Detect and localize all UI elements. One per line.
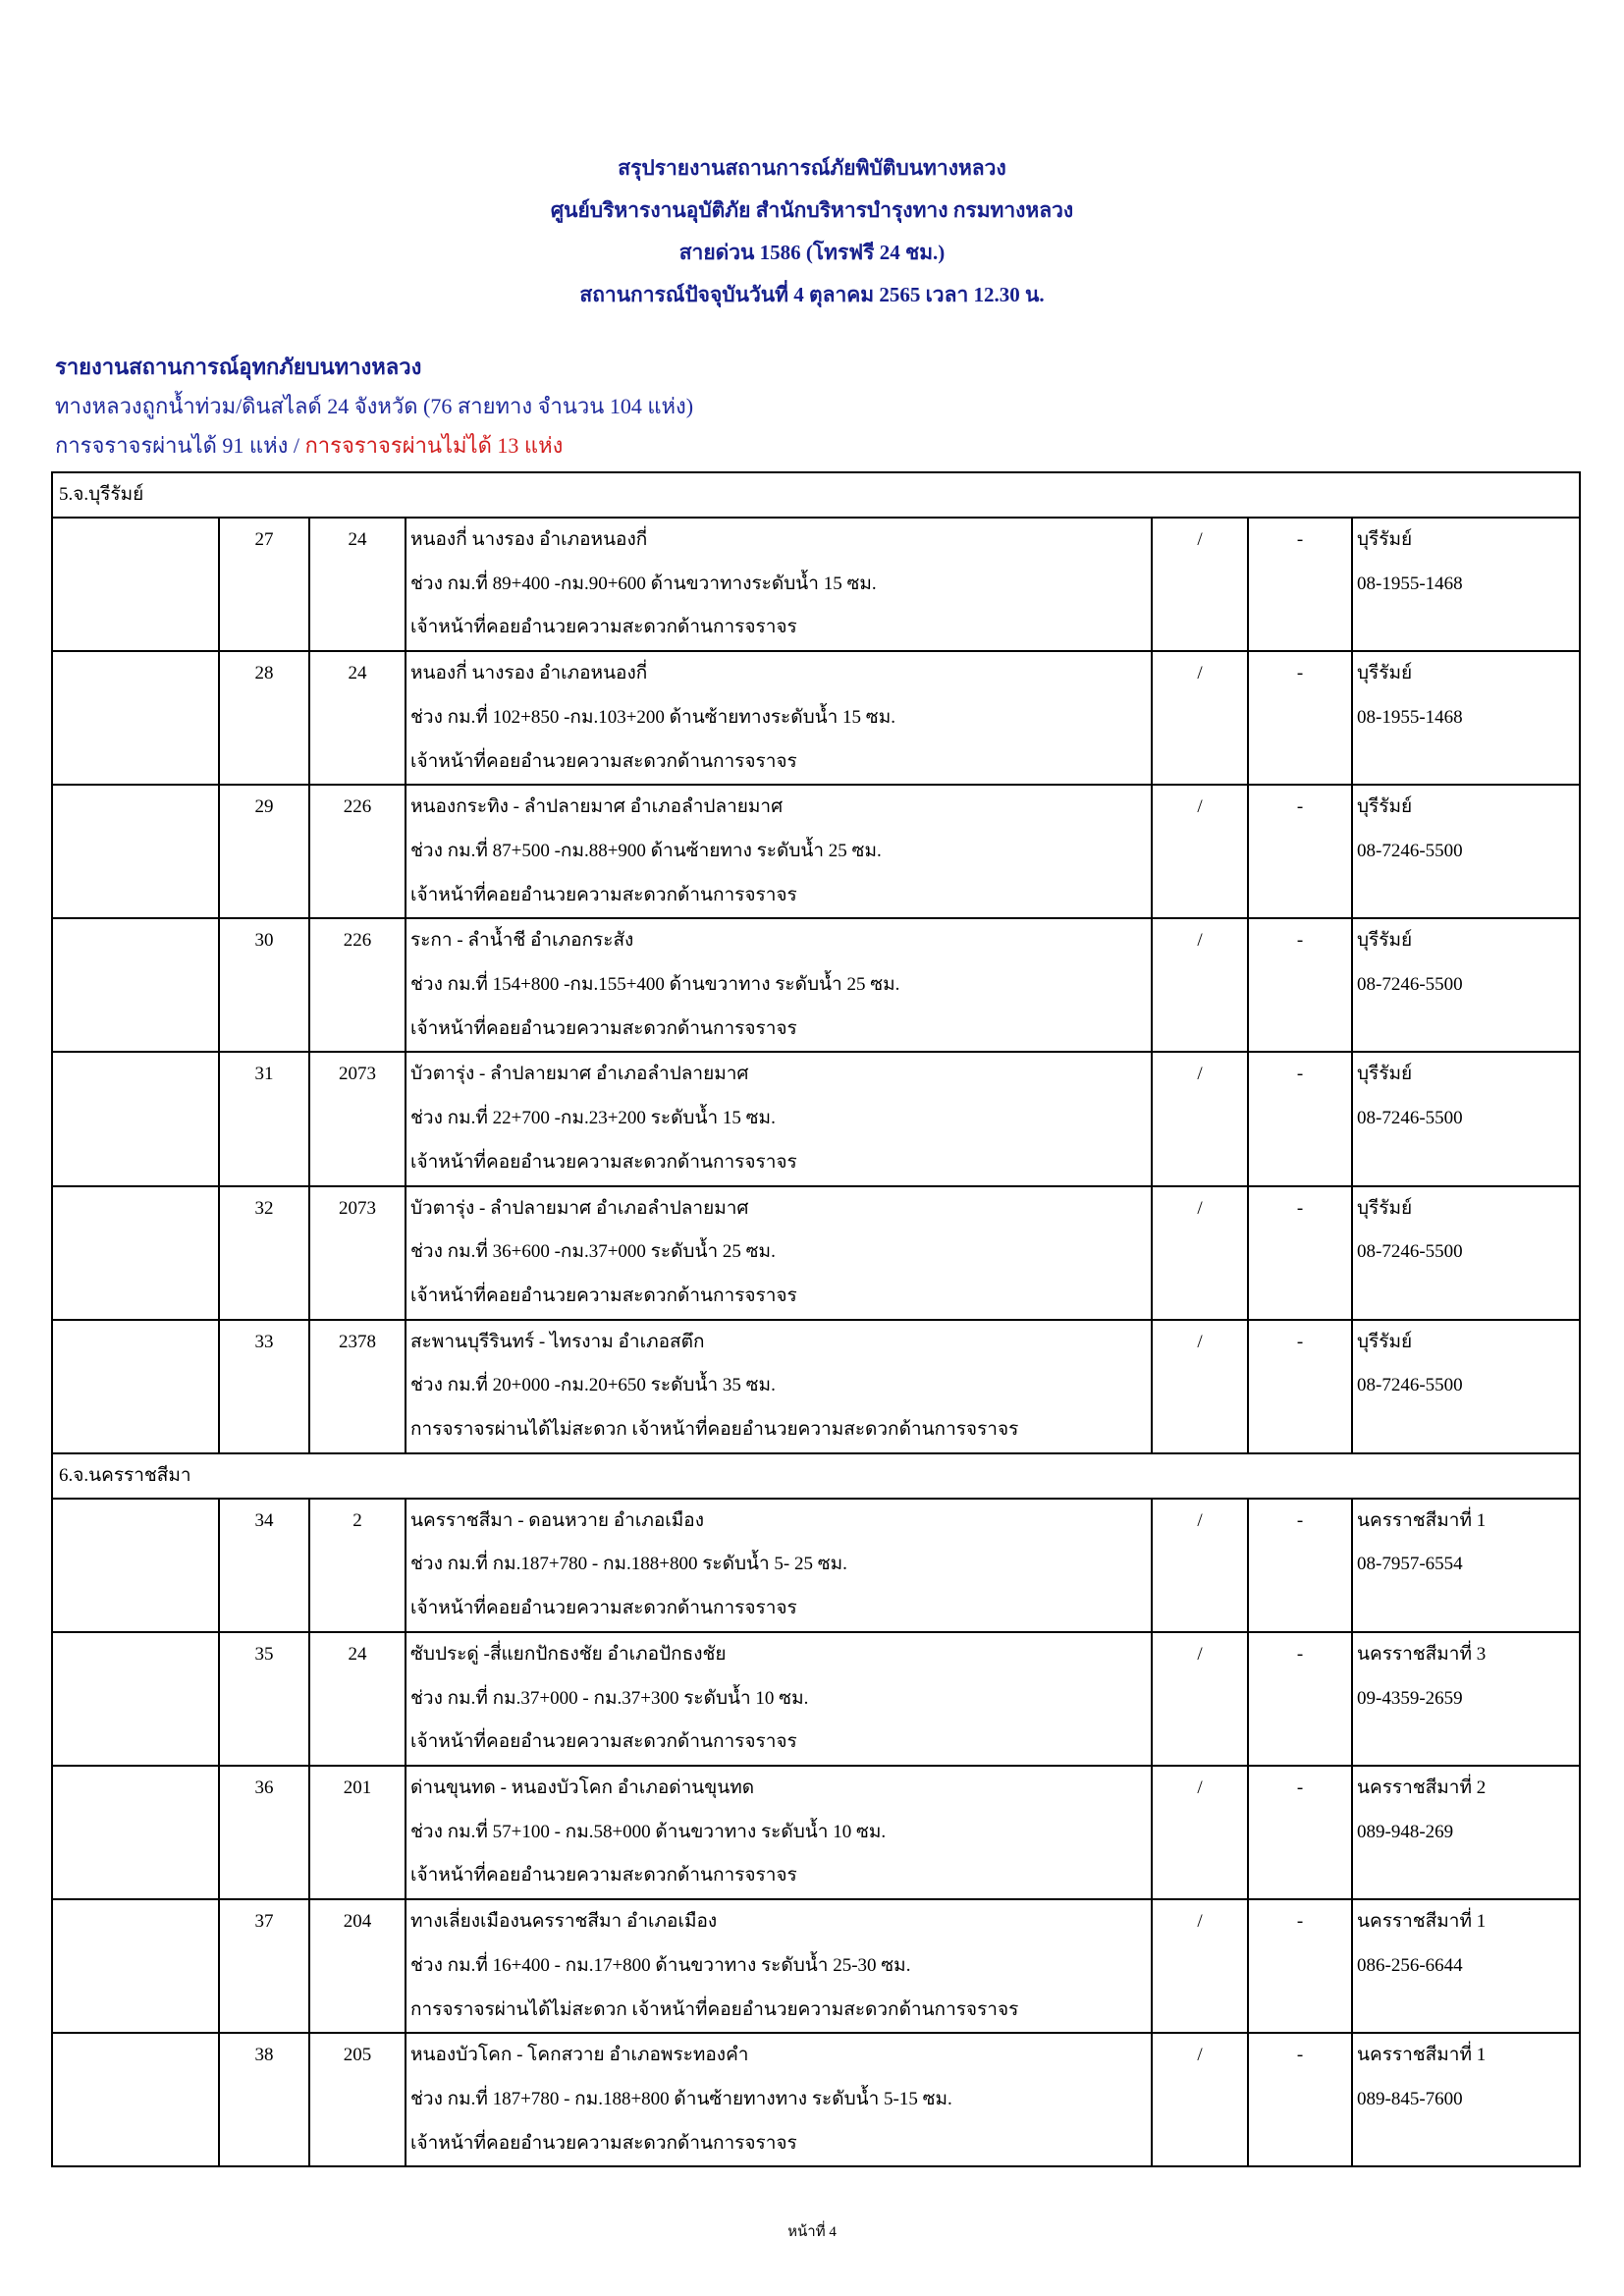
office-name: นครราชสีมาที่ 1 (1357, 1911, 1487, 1933)
location-cell (406, 1320, 1152, 1453)
location-km-range: ช่วง กม.ที่ 16+400 - กม.17+800 ด้านขวาทาง ระดับน้ำ 25-30 ซม. (410, 1954, 911, 1976)
location-km-range: ช่วง กม.ที่ 154+800 -กม.155+400 ด้านขวาทาง ระดับน้ำ 25 ซม. (410, 974, 900, 996)
location-note: การจราจรผ่านได้ไม่สะดวก เจ้าหน้าที่คอยอำนวยความสะดวกด้านการจราจร (410, 1998, 1019, 2020)
blank-cell (52, 2033, 219, 2166)
location-name: หนองบัวโคก - โคกสวาย อำเภอพระทองคำ (410, 2045, 749, 2066)
blank-cell (52, 1499, 219, 1632)
office-name: บุรีรัมย์ (1357, 529, 1413, 550)
summary-routes: ทางหลวงถูกน้ำท่วม/ดินสไลด์ 24 จังหวัด (76 สายทาง จำนวน 104 แห่ง) (55, 394, 694, 418)
impassable-mark: - (1248, 1766, 1352, 1899)
office-phone: 08-1955-1468 (1357, 573, 1463, 594)
location-name: ทางเลี่ยงเมืองนครราชสีมา อำเภอเมือง (410, 1911, 718, 1933)
blank-cell (52, 1052, 219, 1185)
location-km-range: ช่วง กม.ที่ 187+780 - กม.188+800 ด้านซ้ายทางทาง ระดับน้ำ 5-15 ซม. (410, 2088, 952, 2109)
highway-number: 204 (309, 1899, 406, 2033)
highway-number: 24 (309, 518, 406, 651)
office-cell (1352, 1766, 1580, 1899)
blank-cell (52, 1320, 219, 1453)
item-number: 36 (219, 1766, 309, 1899)
location-km-range: ช่วง กม.ที่ 57+100 - กม.58+000 ด้านขวาทาง ระดับน้ำ 10 ซม. (410, 1821, 887, 1842)
highway-number: 201 (309, 1766, 406, 1899)
office-cell (1352, 518, 1580, 651)
passable-mark: / (1152, 1766, 1248, 1899)
impassable-mark: - (1248, 785, 1352, 918)
item-number: 32 (219, 1186, 309, 1320)
office-phone: 089-845-7600 (1357, 2088, 1463, 2109)
office-name: บุรีรัมย์ (1357, 1064, 1413, 1085)
office-cell (1352, 1186, 1580, 1320)
impassable-mark: - (1248, 1052, 1352, 1185)
office-phone: 08-7246-5500 (1357, 974, 1463, 996)
location-note: เจ้าหน้าที่คอยอำนวยความสะดวกด้านการจราจร (410, 1598, 797, 1619)
office-phone: 08-7246-5500 (1357, 1108, 1463, 1129)
province-row (52, 1453, 1580, 1499)
blank-cell (52, 785, 219, 918)
location-name: ซับประดู่ -สี่แยกปักธงชัย อำเภอปักธงชัย (410, 1643, 727, 1665)
blank-cell (52, 918, 219, 1052)
blank-cell (52, 1899, 219, 2033)
location-note: เจ้าหน้าที่คอยอำนวยความสะดวกด้านการจราจร (410, 750, 797, 772)
province-row (52, 472, 1580, 518)
item-number: 34 (219, 1499, 309, 1632)
table-row (52, 785, 1580, 918)
office-cell (1352, 1052, 1580, 1185)
item-number: 38 (219, 2033, 309, 2166)
office-cell (1352, 1320, 1580, 1453)
location-name: สะพานบุรีรินทร์ - ไทรงาม อำเภอสตึก (410, 1331, 705, 1352)
office-name: นครราชสีมาที่ 2 (1357, 1777, 1487, 1798)
table-row (52, 1632, 1580, 1766)
location-cell (406, 1186, 1152, 1320)
passable-mark: / (1152, 1899, 1248, 2033)
location-cell (406, 1632, 1152, 1766)
office-name: บุรีรัมย์ (1357, 663, 1413, 684)
location-km-range: ช่วง กม.ที่ 89+400 -กม.90+600 ด้านขวาทางระดับน้ำ 15 ซม. (410, 573, 877, 594)
blank-cell (52, 1632, 219, 1766)
location-note: เจ้าหน้าที่คอยอำนวยความสะดวกด้านการจราจร (410, 1865, 797, 1886)
location-note: เจ้าหน้าที่คอยอำนวยความสะดวกด้านการจราจร (410, 617, 797, 638)
location-name: ระกา - ลำน้ำชี อำเภอกระสัง (410, 930, 634, 952)
passable-mark: / (1152, 785, 1248, 918)
item-number: 31 (219, 1052, 309, 1185)
passable-mark: / (1152, 1632, 1248, 1766)
office-cell (1352, 1499, 1580, 1632)
impassable-mark: - (1248, 1186, 1352, 1320)
item-number: 33 (219, 1320, 309, 1453)
highway-number: 2 (309, 1499, 406, 1632)
impassable-mark: - (1248, 2033, 1352, 2166)
office-name: บุรีรัมย์ (1357, 930, 1413, 952)
location-km-range: ช่วง กม.ที่ 102+850 -กม.103+200 ด้านซ้ายทางระดับน้ำ 15 ซม. (410, 706, 895, 728)
office-cell (1352, 1632, 1580, 1766)
item-number: 28 (219, 651, 309, 785)
location-cell (406, 2033, 1152, 2166)
location-cell (406, 1499, 1152, 1632)
office-phone: 08-7246-5500 (1357, 1375, 1463, 1396)
summary-impassable: การจราจรผ่านไม่ได้ 13 แห่ง (304, 433, 564, 458)
location-note: เจ้าหน้าที่คอยอำนวยความสะดวกด้านการจราจร (410, 1151, 797, 1173)
location-km-range: ช่วง กม.ที่ 36+600 -กม.37+000 ระดับน้ำ 25 ซม. (410, 1241, 776, 1263)
location-km-range: ช่วง กม.ที่ 87+500 -กม.88+900 ด้านซ้ายทาง ระดับน้ำ 25 ซม. (410, 840, 882, 861)
report-agency: ศูนย์บริหารงานอุบัติภัย สำนักบริหารบำรุงทาง กรมทางหลวง (550, 198, 1074, 222)
province-name: 6.จ.นครราชสีมา (52, 1453, 1580, 1499)
location-note: เจ้าหน้าที่คอยอำนวยความสะดวกด้านการจราจร (410, 2132, 797, 2154)
office-name: นครราชสีมาที่ 1 (1357, 1509, 1487, 1531)
summary-separator: / (288, 433, 305, 458)
table-row (52, 1766, 1580, 1899)
location-name: หนองกระทิง - ลำปลายมาศ อำเภอลำปลายมาศ (410, 796, 784, 818)
location-name: หนองกี่ นางรอง อำเภอหนองกี่ (410, 663, 648, 684)
location-name: นครราชสีมา - ดอนหวาย อำเภอเมือง (410, 1509, 704, 1531)
report-datetime: สถานการณ์ปัจจุบันวันที่ 4 ตุลาคม 2565 เวลา 12.30 น. (579, 283, 1045, 306)
location-name: ด่านขุนทด - หนองบัวโคก อำเภอด่านขุนทด (410, 1777, 755, 1798)
impassable-mark: - (1248, 918, 1352, 1052)
report-hotline: สายด่วน 1586 (โทรฟรี 24 ชม.) (678, 241, 946, 264)
passable-mark: / (1152, 918, 1248, 1052)
passable-mark: / (1152, 1052, 1248, 1185)
office-name: บุรีรัมย์ (1357, 1331, 1413, 1352)
report-title: สรุปรายงานสถานการณ์ภัยพิบัติบนทางหลวง (618, 156, 1006, 180)
office-cell (1352, 785, 1580, 918)
location-note: เจ้าหน้าที่คอยอำนวยความสะดวกด้านการจราจร (410, 1285, 797, 1306)
item-number: 37 (219, 1899, 309, 2033)
location-cell (406, 1052, 1152, 1185)
location-km-range: ช่วง กม.ที่ 20+000 -กม.20+650 ระดับน้ำ 35 ซม. (410, 1375, 776, 1396)
office-cell (1352, 1899, 1580, 2033)
impassable-mark: - (1248, 518, 1352, 651)
location-cell (406, 518, 1152, 651)
table-row (52, 1186, 1580, 1320)
impassable-mark: - (1248, 1320, 1352, 1453)
table-row (52, 1499, 1580, 1632)
location-note: การจราจรผ่านได้ไม่สะดวก เจ้าหน้าที่คอยอำนวยความสะดวกด้านการจราจร (410, 1419, 1019, 1441)
office-cell (1352, 2033, 1580, 2166)
highway-number: 24 (309, 1632, 406, 1766)
office-phone: 089-948-269 (1357, 1821, 1454, 1842)
passable-mark: / (1152, 1186, 1248, 1320)
blank-cell (52, 518, 219, 651)
impassable-mark: - (1248, 651, 1352, 785)
passable-mark: / (1152, 518, 1248, 651)
item-number: 30 (219, 918, 309, 1052)
office-phone: 08-1955-1468 (1357, 706, 1463, 728)
office-name: บุรีรัมย์ (1357, 796, 1413, 818)
office-cell (1352, 918, 1580, 1052)
office-name: นครราชสีมาที่ 1 (1357, 2045, 1487, 2066)
summary-traffic (55, 426, 693, 465)
impassable-mark: - (1248, 1499, 1352, 1632)
office-name: นครราชสีมาที่ 3 (1357, 1643, 1487, 1665)
highway-number: 2378 (309, 1320, 406, 1453)
location-cell (406, 1899, 1152, 2033)
location-note: เจ้าหน้าที่คอยอำนวยความสะดวกด้านการจราจร (410, 1731, 797, 1753)
location-name: บัวตารุ่ง - ลำปลายมาศ อำเภอลำปลายมาศ (410, 1197, 749, 1219)
table-row (52, 1899, 1580, 2033)
highway-number: 24 (309, 651, 406, 785)
report-header (0, 147, 1624, 316)
item-number: 35 (219, 1632, 309, 1766)
office-phone: 086-256-6644 (1357, 1954, 1463, 1976)
office-phone: 08-7246-5500 (1357, 1241, 1463, 1263)
impassable-mark: - (1248, 1632, 1352, 1766)
highway-number: 226 (309, 918, 406, 1052)
location-cell (406, 918, 1152, 1052)
office-phone: 09-4359-2659 (1357, 1687, 1463, 1709)
office-phone: 08-7957-6554 (1357, 1554, 1463, 1575)
location-name: หนองกี่ นางรอง อำเภอหนองกี่ (410, 529, 648, 550)
location-note: เจ้าหน้าที่คอยอำนวยความสะดวกด้านการจราจร (410, 1017, 797, 1039)
passable-mark: / (1152, 1499, 1248, 1632)
table-row (52, 1052, 1580, 1185)
location-cell (406, 1766, 1152, 1899)
location-km-range: ช่วง กม.ที่ กม.187+780 - กม.188+800 ระดับน้ำ 5- 25 ซม. (410, 1554, 847, 1575)
flood-report-table (51, 471, 1581, 2167)
item-number: 27 (219, 518, 309, 651)
table-row (52, 518, 1580, 651)
blank-cell (52, 651, 219, 785)
province-name: 5.จ.บุรีรัมย์ (52, 472, 1580, 518)
passable-mark: / (1152, 651, 1248, 785)
location-note: เจ้าหน้าที่คอยอำนวยความสะดวกด้านการจราจร (410, 884, 797, 905)
flood-summary (55, 348, 693, 465)
office-phone: 08-7246-5500 (1357, 840, 1463, 861)
office-cell (1352, 651, 1580, 785)
blank-cell (52, 1766, 219, 1899)
passable-mark: / (1152, 1320, 1248, 1453)
location-name: บัวตารุ่ง - ลำปลายมาศ อำเภอลำปลายมาศ (410, 1064, 749, 1085)
blank-cell (52, 1186, 219, 1320)
item-number: 29 (219, 785, 309, 918)
summary-title: รายงานสถานการณ์อุทกภัยบนทางหลวง (55, 355, 422, 379)
location-km-range: ช่วง กม.ที่ 22+700 -กม.23+200 ระดับน้ำ 15 ซม. (410, 1108, 776, 1129)
highway-number: 205 (309, 2033, 406, 2166)
impassable-mark: - (1248, 1899, 1352, 2033)
table-row (52, 918, 1580, 1052)
report-body (52, 472, 1580, 2166)
summary-passable: การจราจรผ่านได้ 91 แห่ง (55, 433, 289, 458)
highway-number: 2073 (309, 1186, 406, 1320)
table-row (52, 1320, 1580, 1453)
location-cell (406, 651, 1152, 785)
page-number: หน้าที่ 4 (787, 2224, 837, 2240)
highway-number: 2073 (309, 1052, 406, 1185)
location-cell (406, 785, 1152, 918)
table-row (52, 2033, 1580, 2166)
location-km-range: ช่วง กม.ที่ กม.37+000 - กม.37+300 ระดับน้ำ 10 ซม. (410, 1687, 809, 1709)
office-name: บุรีรัมย์ (1357, 1197, 1413, 1219)
table-row (52, 651, 1580, 785)
passable-mark: / (1152, 2033, 1248, 2166)
highway-number: 226 (309, 785, 406, 918)
